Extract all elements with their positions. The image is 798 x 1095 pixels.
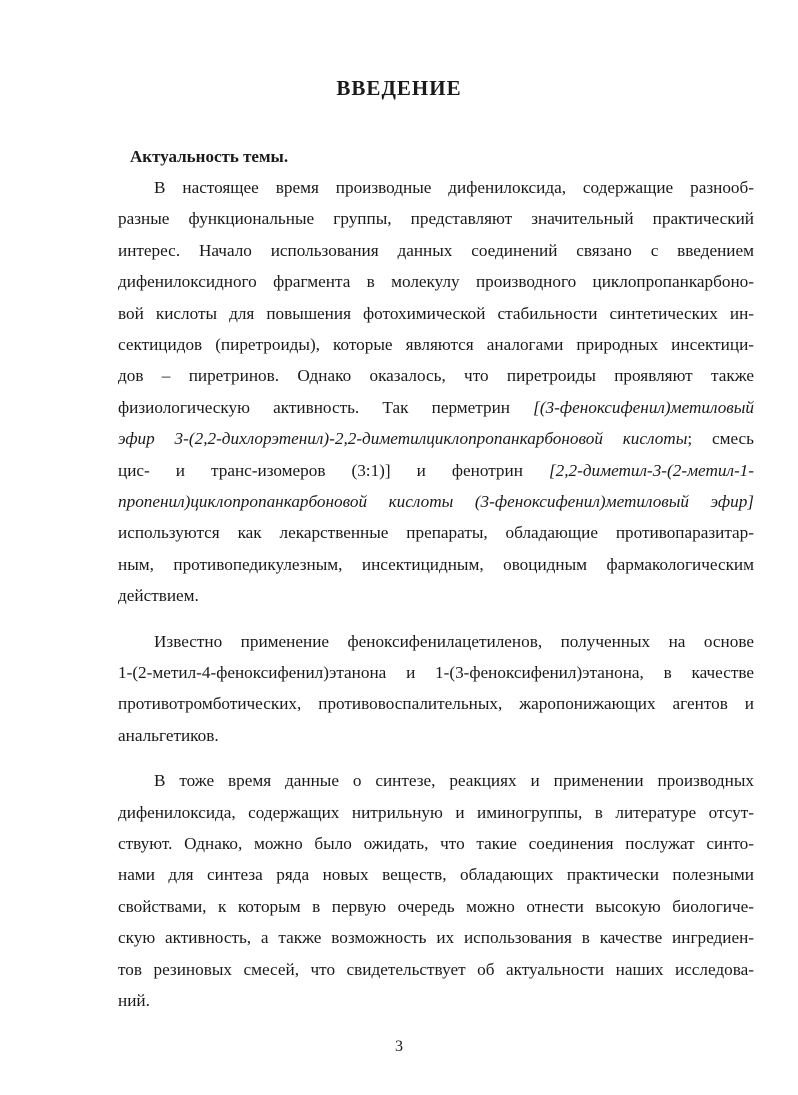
page-number: 3 bbox=[395, 1038, 403, 1055]
text-run: 1-(2-метил-4-феноксифенил)этанона и 1-(3-феноксифенил)этанона, в качестве bbox=[118, 663, 754, 682]
section-subtitle: Актуальность темы. bbox=[130, 147, 289, 166]
text-run: сектицидов (пиретроиды), которые являются аналогами природных инсектици- bbox=[118, 335, 754, 354]
text-line bbox=[118, 335, 754, 355]
text-run: противотромботических, противовоспалительных, жаропонижающих агентов и bbox=[118, 694, 754, 714]
text-line bbox=[118, 632, 754, 652]
text-line bbox=[118, 865, 754, 885]
text-line bbox=[118, 586, 754, 606]
text-line bbox=[118, 771, 754, 791]
text-line bbox=[118, 429, 754, 449]
text-line bbox=[118, 834, 754, 854]
text-line bbox=[118, 178, 754, 198]
text-line bbox=[118, 803, 754, 823]
text-line bbox=[118, 726, 754, 746]
text-line bbox=[118, 991, 754, 1011]
text-run: свойствами, к которым в первую очередь можно отнести высокую биологиче- bbox=[118, 896, 754, 916]
text-line bbox=[118, 461, 754, 481]
text-line bbox=[118, 555, 754, 575]
text-run: дифенилоксидного фрагмента в молекулу производного циклопропанкарбоно- bbox=[118, 272, 754, 292]
text-run: интерес. Начало использования данных соединений связано с введением bbox=[118, 240, 754, 260]
text-run: действием. bbox=[118, 586, 199, 606]
text-line bbox=[118, 523, 754, 543]
text-run: анальгетиков. bbox=[118, 725, 219, 745]
text-line bbox=[118, 366, 754, 386]
italic-text: эфир 3-(2,2-дихлорэтенил)-2,2-диметилциклопропанкарбоновой кислоты bbox=[118, 429, 688, 449]
italic-text: пропенил)циклопропанкарбоновой кислоты (3-феноксифенил)метиловый эфир] bbox=[118, 492, 754, 511]
text-run: В настоящее время производные дифенилоксида, содержащие разнооб- bbox=[154, 178, 754, 197]
text-run: цис- и транс-изомеров (3:1)] и фенотрин bbox=[118, 460, 549, 480]
text-run: физиологическую активность. Так перметрин bbox=[118, 397, 534, 417]
text-run: ; смесь bbox=[687, 429, 754, 449]
text-line bbox=[118, 663, 754, 683]
text-run: разные функциональные группы, представляют значительный практический bbox=[118, 209, 754, 229]
italic-text: [2,2-диметил-3-(2-метил-1- bbox=[548, 460, 754, 480]
text-run: ным, противопедикулезным, инсектицидным, овоцидным фармакологическим bbox=[118, 554, 754, 574]
text-run: тов резиновых смесей, что свидетельствует об актуальности наших исследова- bbox=[118, 959, 754, 979]
text-run: вой кислоты для повышения фотохимической стабильности синтетических ин- bbox=[118, 303, 754, 323]
text-line bbox=[118, 398, 754, 418]
italic-text: [(3-феноксифенил)метиловый bbox=[533, 397, 754, 417]
text-line bbox=[118, 492, 754, 512]
text-run: В тоже время данные о синтезе, реакциях и применении производных bbox=[154, 771, 754, 791]
text-run: дифенилоксида, содержащих нитрильную и иминогруппы, в литературе отсут- bbox=[118, 802, 754, 822]
text-run: ствуют. Однако, можно было ожидать, что такие соединения послужат синто- bbox=[118, 834, 754, 853]
text-run: ний. bbox=[118, 991, 150, 1010]
text-line bbox=[118, 960, 754, 980]
text-run: скую активность, а также возможность их использования в качестве ингредиен- bbox=[118, 928, 754, 948]
text-line bbox=[118, 304, 754, 324]
text-run: Известно применение феноксифенилацетиленов, полученных на основе bbox=[154, 631, 754, 651]
text-line bbox=[118, 928, 754, 948]
text-line bbox=[118, 694, 754, 714]
text-run: нами для синтеза ряда новых веществ, обладающих практически полезными bbox=[118, 865, 754, 885]
text-line bbox=[118, 241, 754, 261]
text-line bbox=[118, 209, 754, 229]
text-line bbox=[118, 272, 754, 292]
text-run: дов – пиретринов. Однако оказалось, что пиретроиды проявляют также bbox=[118, 366, 754, 386]
page-title: ВВЕДЕНИЕ bbox=[336, 76, 462, 100]
text-line bbox=[118, 897, 754, 917]
text-run: используются как лекарственные препараты, обладающие противопаразитар- bbox=[118, 523, 754, 543]
